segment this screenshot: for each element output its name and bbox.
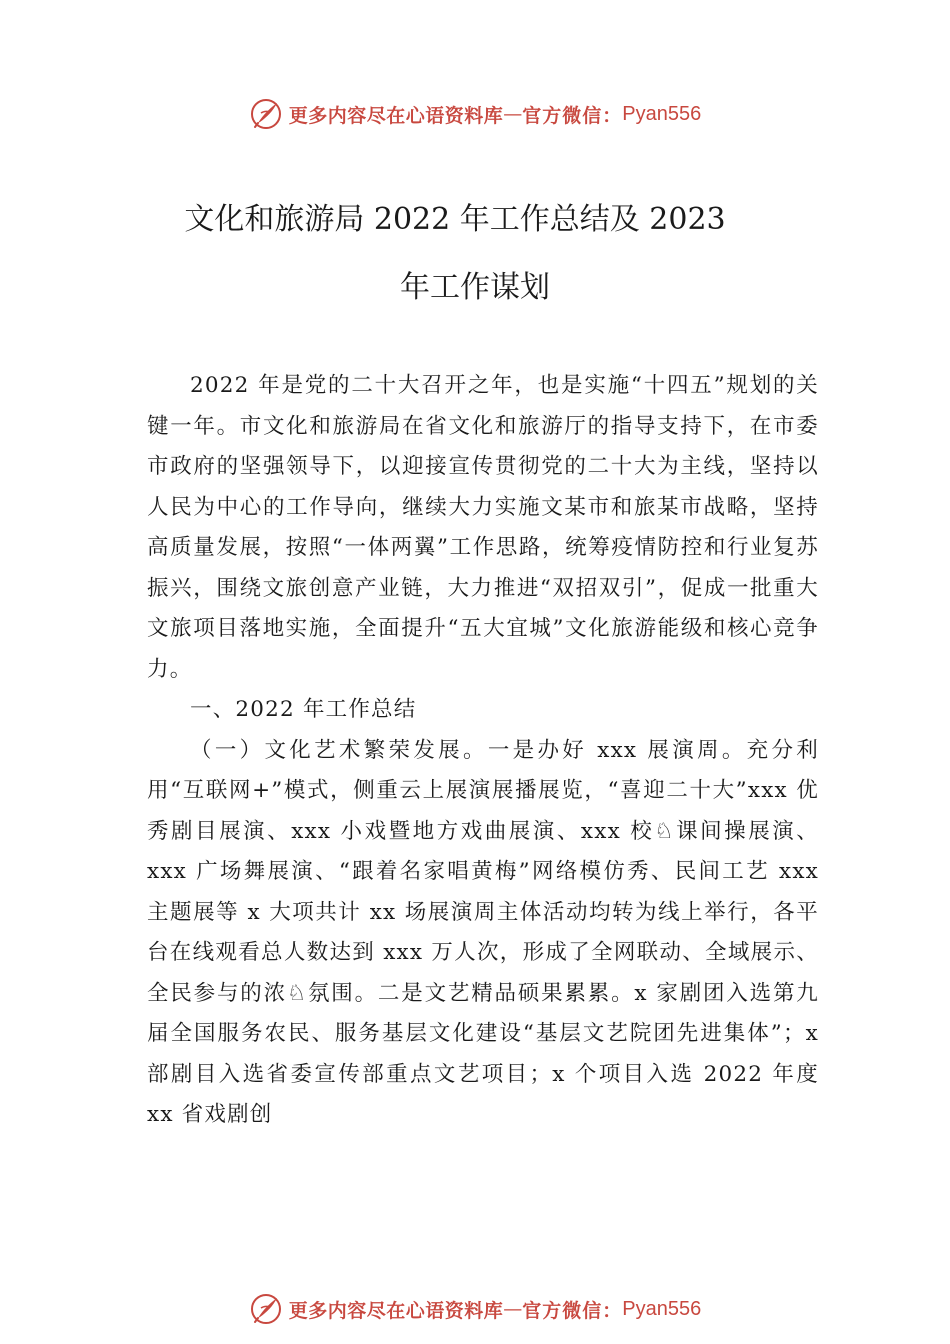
banner-slogan: 更多内容尽在心语资料库: [288, 104, 504, 127]
banner-separator: —: [503, 103, 523, 125]
banner-separator: —: [503, 1298, 523, 1320]
banner-wechat-label: 官方微信：: [522, 104, 623, 127]
banner-wechat-id: Pyan556: [622, 102, 702, 125]
header-watermark-banner: [0, 94, 950, 134]
banner-slogan: 更多内容尽在心语资料库: [288, 1299, 504, 1322]
intro-paragraph: 2022 年是党的二十大召开之年，也是实施“十四五”规划的关键一年。市文化和旅游局在省文化和旅游厅的指导支持下，在市委市政府的坚强领导下，以迎接宣传贯彻党的二十大为主线，坚持以人民为中心的工作导向，继续大力实施文某市和旅某市战略，坚持高质量发展，按照“一体两翼”工作思路，统筹疫情防控和行业复苏振兴，围绕文旅创意产业链，大力推进“双招双引”，促成一批重大文旅项目落地实施，全面提升“五大宜城”文化旅游能级和核心竞争力。: [147, 373, 819, 682]
quill-logo-icon: [249, 97, 283, 131]
footer-watermark-banner: [0, 1289, 950, 1329]
quill-logo-icon: [249, 1292, 283, 1326]
section-paragraph: （一）文化艺术繁荣发展。一是办好 xxx 展演周。充分利用“互联网+”模式，侧重云上展演展播展览，“喜迎二十大”xxx 优秀剧目展演、xxx 小戏暨地方戏曲展演、xxx 校♘课间操展演、xxx 广场舞展演、“跟着名家唱黄梅”网络模仿秀、民间工艺 xxx 主题展等 x 大项共计 xx 场展演周主体活动均转为线上举行，各平台在线观看总人数达到 xxx 万人次，形成了全网联动、全域展示、全民参与的浓♘氛围。二是文艺精品硕果累累。x 家剧团入选第九届全国服务农民、服务基层文化建设“基层文艺院团先进集体”；x 部剧目入选省委宣传部重点文艺项目；x 个项目入选 2022 年度 xx 省戏剧创: [147, 737, 819, 1127]
document-body: [147, 366, 819, 1136]
section-heading: 一、2022 年工作总结: [190, 697, 417, 722]
document-title-line-2: 年工作谋划: [400, 270, 550, 305]
document-title-line-1: 文化和旅游局 2022 年工作总结及 2023: [184, 202, 726, 237]
banner-wechat-label: 官方微信：: [522, 1299, 623, 1322]
banner-wechat-id: Pyan556: [622, 1297, 702, 1320]
